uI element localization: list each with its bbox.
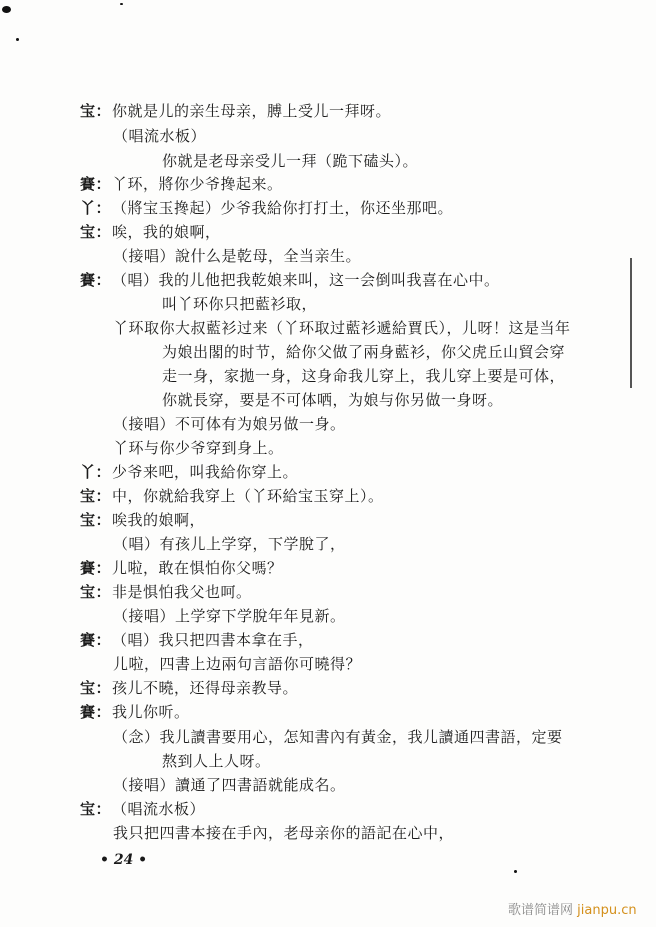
continuation-line: [113, 654, 361, 674]
dialogue-line: [80, 678, 298, 698]
dialogue-line: [80, 198, 453, 218]
continuation-line: [113, 246, 361, 266]
watermark-site: jianpu.cn: [577, 903, 637, 918]
line-text: （接唱）讀通了四書語就能成名。: [113, 776, 346, 794]
line-text: 熬到人上人呀。: [162, 752, 271, 770]
line-text: （唱）我只把四書本拿在手，: [112, 631, 314, 649]
dialogue-line: [80, 270, 500, 290]
continuation-line: [113, 318, 571, 338]
continuation-line: [113, 414, 346, 434]
continuation-line: [162, 294, 317, 314]
line-text: 我儿你听。: [112, 703, 190, 721]
line-text: 丫环，將你少爷搀起来。: [112, 175, 283, 193]
line-text: （接唱）說什么是乾母，全当亲生。: [113, 247, 362, 265]
dialogue-line: [80, 558, 283, 578]
dialogue-line: [80, 630, 314, 650]
dialogue-line: [80, 174, 283, 194]
speaker-label: 賽：: [80, 175, 112, 193]
dialogue-line: [80, 462, 298, 482]
line-text: 孩儿不曉，还得母亲教导。: [112, 679, 299, 697]
line-text: （接唱）不可体有为娘另做一身。: [113, 415, 346, 433]
dialogue-line: [80, 799, 205, 819]
continuation-line: [113, 126, 206, 146]
watermark-label: 歌谱简谱网: [508, 903, 574, 918]
line-text: 走一身，家拋一身，这身命我儿穿上，我儿穿上要是可体，: [162, 367, 566, 385]
line-text: 非是惧怕我父也呵。: [112, 583, 252, 601]
line-text: 你就是老母亲受儿一拜（跪下磕头）。: [162, 152, 419, 170]
line-text: （念）我儿讀書要用心，怎知書內有黃金，我儿讀通四書語，定要: [113, 728, 563, 746]
continuation-line: [162, 342, 565, 362]
line-text: 儿啦，四書上边兩句言語你可曉得？: [113, 655, 362, 673]
speaker-label: 宝：: [80, 487, 112, 505]
line-text: 丫环取你大叔藍衫过来（丫环取过藍衫遞給賈氏），儿呀！这是当年: [113, 319, 571, 337]
speaker-label: 賽：: [80, 271, 112, 289]
speaker-label: 丫：: [80, 199, 112, 217]
speaker-label: 賽：: [80, 703, 112, 721]
line-text: 你就長穿，要是不可体哂，为娘与你另做一身呀。: [162, 391, 504, 409]
continuation-line: [113, 727, 563, 747]
scan-edge-artifact: [630, 258, 632, 388]
line-text: 为娘出閣的时节，給你父做了兩身藍衫，你父虎丘山貿会穿: [162, 343, 566, 361]
dialogue-line: [80, 582, 252, 602]
line-text: （唱流水板）: [112, 800, 206, 818]
line-text: 你就是儿的亲生母亲，膊上受儿一拜呀。: [112, 102, 392, 120]
dialogue-line: [80, 101, 391, 121]
scan-speck: [514, 870, 517, 873]
continuation-line: [113, 606, 346, 626]
continuation-line: [113, 823, 454, 843]
speaker-label: 宝：: [80, 583, 112, 601]
continuation-line: [162, 366, 565, 386]
line-text: （唱）我的儿他把我乾娘来叫，这一会倒叫我喜在心中。: [112, 271, 500, 289]
scan-speck: [16, 38, 19, 41]
dialogue-line: [80, 510, 205, 530]
line-text: 少爷来吧，叫我給你穿上。: [112, 463, 299, 481]
continuation-line: [162, 751, 271, 771]
continuation-line: [162, 390, 503, 410]
continuation-line: [162, 151, 418, 171]
speaker-label: 宝：: [80, 223, 112, 241]
speaker-label: 宝：: [80, 679, 112, 697]
continuation-line: [113, 534, 346, 554]
line-text: 丫环与你少爷穿到身上。: [113, 439, 284, 457]
speaker-label: 賽：: [80, 559, 112, 577]
line-text: 唉我的娘啊，: [112, 511, 206, 529]
watermark: [508, 899, 637, 918]
speaker-label: 宝：: [80, 102, 112, 120]
speaker-label: 宝：: [80, 511, 112, 529]
line-text: （唱）有孩儿上学穿，下学脫了，: [113, 535, 346, 553]
speaker-label: 丫：: [80, 463, 112, 481]
page-number: • 24 •: [100, 852, 148, 868]
line-text: （將宝玉搀起）少爷我給你打打土，你还坐那吧。: [112, 199, 454, 217]
line-text: 叫丫环你只把藍衫取，: [162, 295, 318, 313]
dialogue-line: [80, 702, 190, 722]
scan-speck: [120, 3, 123, 5]
scan-speck: [2, 6, 11, 13]
dialogue-line: [80, 486, 384, 506]
continuation-line: [113, 438, 284, 458]
line-text: （接唱）上学穿下学脫年年見新。: [113, 607, 346, 625]
continuation-line: [113, 775, 346, 795]
line-text: 中，你就給我穿上（丫环給宝玉穿上）。: [112, 487, 384, 505]
speaker-label: 宝：: [80, 800, 112, 818]
dialogue-line: [80, 222, 221, 242]
line-text: 我只把四書本接在手內，老母亲你的語記在心中，: [113, 824, 455, 842]
line-text: 唉，我的娘啊，: [112, 223, 221, 241]
speaker-label: 賽：: [80, 631, 112, 649]
line-text: 儿啦，敢在惧怕你父嗎？: [112, 559, 283, 577]
line-text: （唱流水板）: [113, 127, 207, 145]
